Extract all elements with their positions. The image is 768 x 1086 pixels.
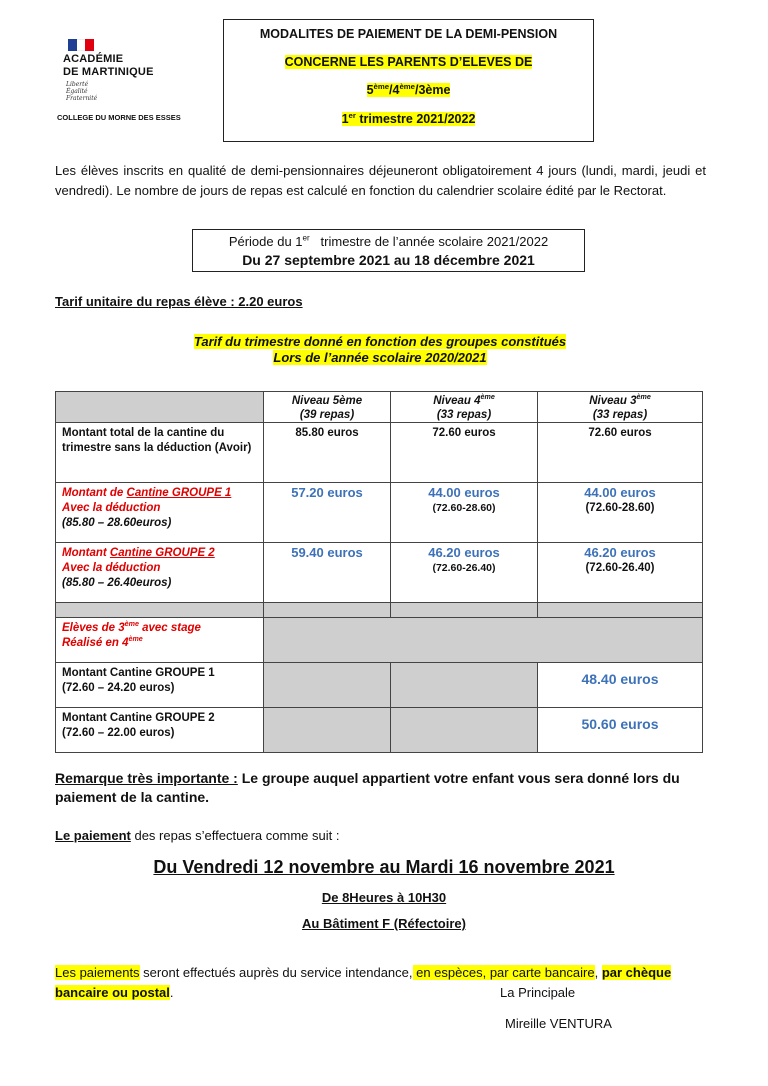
stage-g2-3eme: 50.60 euros <box>538 708 703 753</box>
table-corner-cell <box>56 392 264 423</box>
motto-liberte: Liberté <box>66 81 89 88</box>
table-row <box>56 618 703 663</box>
row-g2-label: Montant Cantine GROUPE 2 Avec la déduction (85.80 – 26.40euros) <box>56 543 264 603</box>
table-row <box>56 423 703 483</box>
gray-cell <box>264 708 391 753</box>
academy-logo-text <box>63 53 154 79</box>
intro-paragraph: Les élèves inscrits en qualité de demi-pensionnaires déjeuneront obligatoirement 4 jours (lundi, mardi, jeudi et vendredi). Le nombre de jours de repas est calculé en fonction du calendrier scolaire édité par le Rectorat. <box>55 163 706 198</box>
row-total-label: Montant total de la cantine du trimestre sans la déduction (Avoir) <box>56 423 264 483</box>
g2-3eme: 46.20 euros (72.60-26.40) <box>538 543 703 603</box>
signature-role: La Principale <box>500 985 576 1000</box>
spacer-cell <box>538 603 703 618</box>
table-subtitle: Tarif du trimestre donné en fonction des groupes constitués Lors de l’année scolaire 2020/2021 <box>193 334 567 365</box>
spacer-cell <box>391 603 538 618</box>
academy-name-line2: DE MARTINIQUE <box>63 66 154 78</box>
motto-fraternite: Fraternité <box>66 95 98 102</box>
spacer-cell <box>264 603 391 618</box>
table-row <box>56 663 703 708</box>
period-line1: Période du 1er trimestre de l’année scolaire 2021/2022 <box>228 233 549 249</box>
table-header-row <box>56 392 703 423</box>
payment-intro: Le paiement des repas s’effectuera comme suit : <box>55 828 340 843</box>
total-3eme: 72.60 euros <box>538 423 703 483</box>
important-remark: Remarque très importante : Le groupe auquel appartient votre enfant vous sera donné lors du paiement de la cantine. <box>55 770 680 805</box>
header-niveau-5: Niveau 5ème (39 repas) <box>264 392 391 423</box>
header-title: MODALITES DE PAIEMENT DE LA DEMI-PENSION <box>259 27 558 41</box>
header-trimestre: 1er trimestre 2021/2022 <box>341 110 476 126</box>
unit-price: Tarif unitaire du repas élève : 2.20 euros <box>55 294 303 309</box>
g1-4eme: 44.00 euros (72.60-28.60) <box>391 483 538 543</box>
payment-hours: De 8Heures à 10H30 <box>321 890 447 905</box>
row-stage-g1-label: Montant Cantine GROUPE 1 (72.60 – 24.20 euros) <box>56 663 264 708</box>
header-levels: 5ème/4ème/3ème <box>366 81 451 97</box>
college-name: COLLEGE DU MORNE DES ESSES <box>57 113 181 122</box>
header-niveau-4: Niveau 4ème (33 repas) <box>391 392 538 423</box>
g2-5eme: 59.40 euros <box>264 543 391 603</box>
payment-place: Au Bâtiment F (Réfectoire) <box>302 916 466 931</box>
republic-motto <box>66 81 97 102</box>
academy-name-line1: ACADÉMIE <box>63 53 124 65</box>
header-concerne: CONCERNE LES PARENTS D’ELEVES DE <box>284 55 533 69</box>
payment-dates: Du Vendredi 12 novembre au Mardi 16 novembre 2021 <box>153 857 615 877</box>
motto-egalite: Égalité <box>66 88 88 95</box>
signature-name: Mireille VENTURA <box>505 1016 612 1031</box>
row-g1-label: Montant de Cantine GROUPE 1 Avec la déduction (85.80 – 28.60euros) <box>56 483 264 543</box>
table-spacer-row <box>56 603 703 618</box>
g1-5eme: 57.20 euros <box>264 483 391 543</box>
table-row <box>56 708 703 753</box>
stage-gray-cell <box>264 618 703 663</box>
header-box <box>223 19 594 142</box>
period-dates: Du 27 septembre 2021 au 18 décembre 2021 <box>242 252 535 268</box>
spacer-cell <box>56 603 264 618</box>
price-table <box>55 391 703 753</box>
gray-cell <box>264 663 391 708</box>
total-5eme: 85.80 euros <box>264 423 391 483</box>
row-stage-g2-label: Montant Cantine GROUPE 2 (72.60 – 22.00 euros) <box>56 708 264 753</box>
gray-cell <box>391 663 538 708</box>
stage-g1-3eme: 48.40 euros <box>538 663 703 708</box>
row-stage-label: Elèves de 3ème avec stage Réalisé en 4ème <box>56 618 264 663</box>
gray-cell <box>391 708 538 753</box>
payment-methods: Les paiements seront effectués auprès du service intendance, en espèces, par carte bancaire, par chèque bancaire ou postal. <box>55 965 672 1000</box>
total-4eme: 72.60 euros <box>391 423 538 483</box>
table-row <box>56 483 703 543</box>
period-box <box>192 229 585 272</box>
table-row <box>56 543 703 603</box>
g1-3eme: 44.00 euros (72.60-28.60) <box>538 483 703 543</box>
g2-4eme: 46.20 euros (72.60-26.40) <box>391 543 538 603</box>
republic-flag-icon <box>68 39 94 51</box>
header-niveau-3: Niveau 3ème (33 repas) <box>538 392 703 423</box>
